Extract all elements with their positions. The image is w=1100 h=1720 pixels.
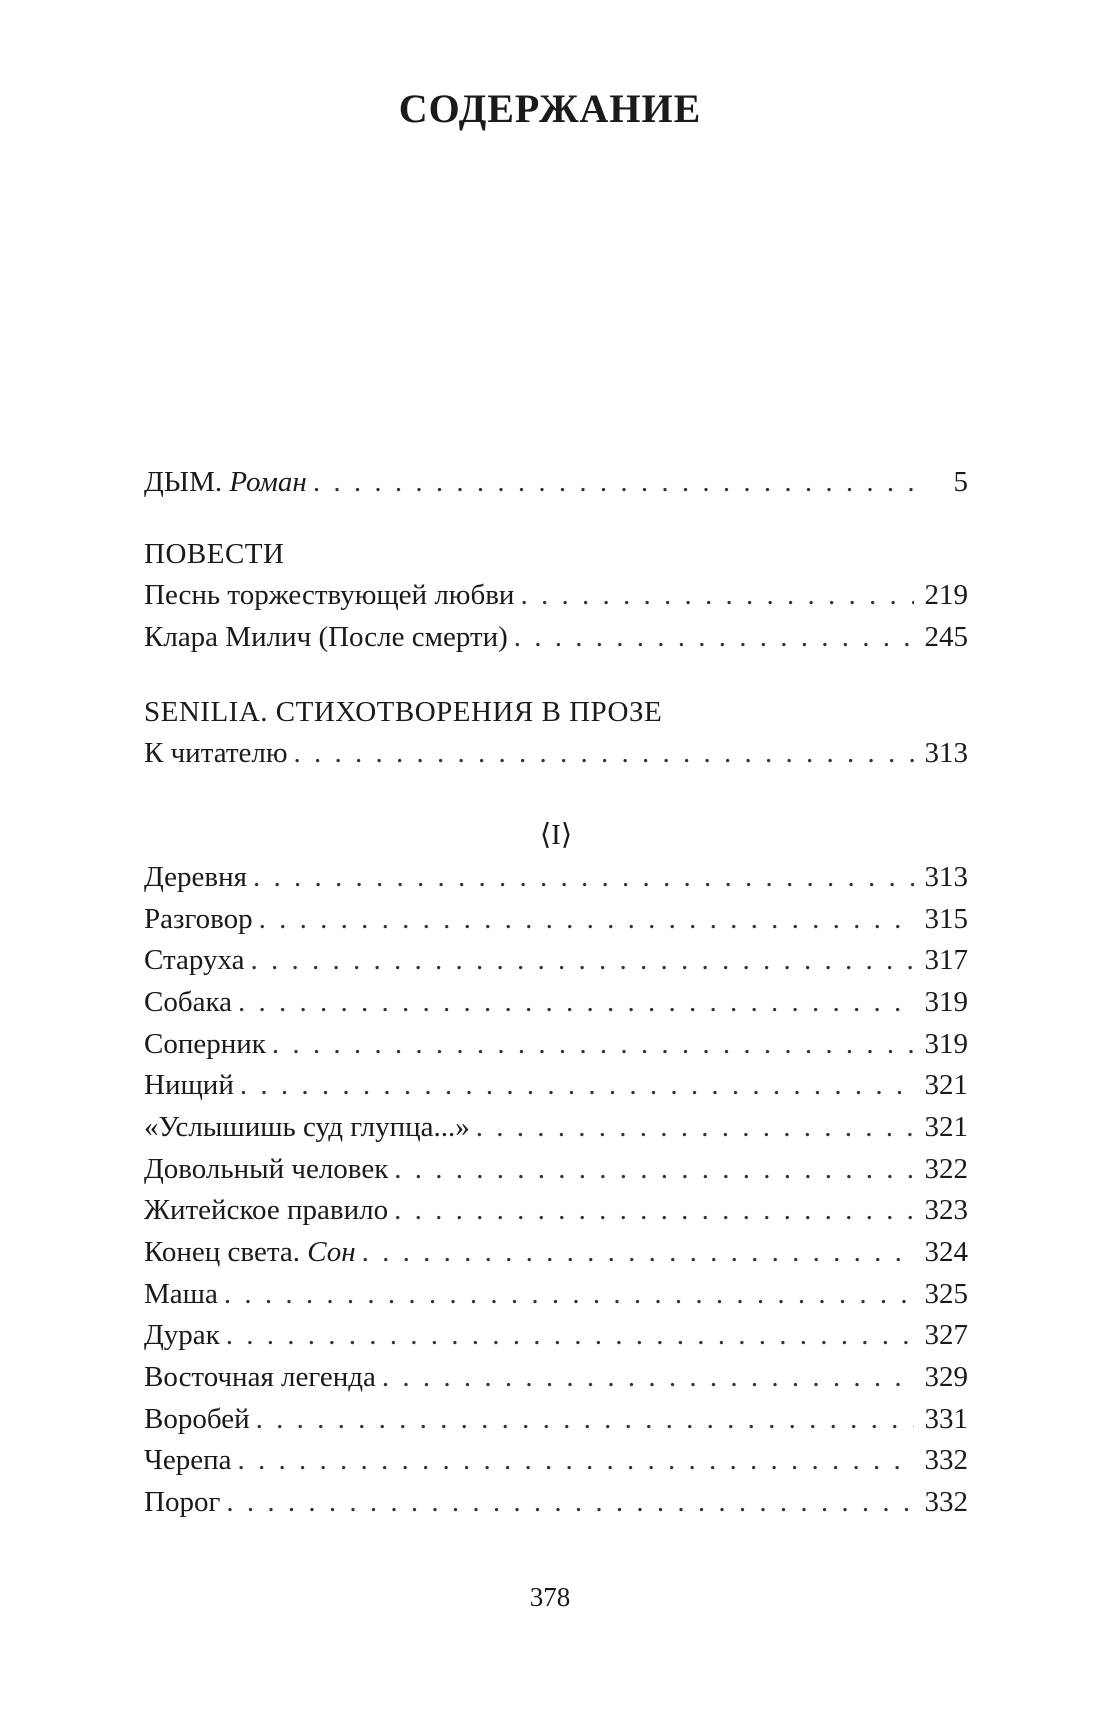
dot-leader: [259, 899, 914, 941]
toc-entry[interactable]: [144, 1315, 968, 1357]
toc-entry-page: 332: [924, 1444, 968, 1477]
toc-entry[interactable]: [144, 857, 968, 899]
toc-entry-title: ДЫМ. Роман: [144, 466, 307, 498]
toc-entry-page: 313: [924, 737, 968, 770]
toc-entry-title: Воробей: [144, 1402, 250, 1435]
toc-entry-page: 315: [924, 902, 968, 935]
section-heading-povesti: ПОВЕСТИ: [144, 537, 285, 570]
dot-leader: [237, 1440, 914, 1482]
section-heading-senilia: SENILIA. СТИХОТВОРЕНИЯ В ПРОЗЕ: [144, 695, 663, 728]
toc-entry[interactable]: [144, 1232, 968, 1274]
toc-entry-page: 331: [924, 1402, 968, 1435]
toc-entry-title: Житейское правило: [144, 1194, 389, 1227]
toc-entry-title: Собака: [144, 985, 232, 1018]
toc-entry-title: Маша: [144, 1277, 218, 1310]
toc-entry-page: 325: [924, 1277, 968, 1310]
toc-entry-page: 329: [924, 1361, 968, 1394]
toc-entry-page: 5: [953, 466, 968, 498]
dot-leader: [238, 982, 914, 1024]
toc-entry[interactable]: [144, 1190, 968, 1232]
toc-entry[interactable]: [144, 899, 968, 941]
toc-entry[interactable]: [144, 940, 968, 982]
toc-entry-page: 321: [924, 1110, 968, 1143]
dot-leader: [394, 1190, 914, 1232]
toc-entry[interactable]: [144, 982, 968, 1024]
toc-entry[interactable]: [144, 1024, 968, 1066]
toc-entry-page: 245: [924, 621, 968, 654]
table-of-contents: [144, 462, 968, 1524]
toc-entry-page: 322: [924, 1152, 968, 1185]
toc-entry-title: «Услышишь суд глупца...»: [144, 1110, 470, 1143]
dot-leader: [224, 1274, 914, 1316]
toc-entry-page: 313: [924, 860, 968, 893]
dot-leader: [520, 575, 914, 617]
toc-entry[interactable]: [144, 1399, 968, 1441]
page-title: СОДЕРЖАНИЕ: [398, 86, 702, 131]
toc-entry[interactable]: [144, 617, 968, 659]
dot-leader: [313, 462, 914, 504]
toc-entry-title: Конец света. Сон: [144, 1236, 356, 1268]
toc-entry-title: Дурак: [144, 1319, 220, 1352]
toc-entry-title: Нищий: [144, 1069, 234, 1102]
dot-leader: [256, 1399, 914, 1441]
toc-entry[interactable]: [144, 1065, 968, 1107]
toc-entry-title: Клара Милич (После смерти): [144, 621, 508, 654]
toc-entry-page: 323: [924, 1194, 968, 1227]
dot-leader: [226, 1315, 914, 1357]
toc-entry-title: Соперник: [144, 1027, 266, 1060]
dot-leader: [514, 617, 914, 659]
toc-entry[interactable]: [144, 1274, 968, 1316]
toc-entry[interactable]: [144, 733, 968, 775]
toc-entry-title: Восточная легенда: [144, 1361, 376, 1394]
toc-entry[interactable]: [144, 1149, 968, 1191]
toc-entry[interactable]: [144, 575, 968, 617]
dot-leader: [253, 857, 914, 899]
page-number: 378: [529, 1582, 571, 1612]
toc-entry[interactable]: [144, 1357, 968, 1399]
dot-leader: [272, 1024, 914, 1066]
toc-entry-page: 332: [924, 1486, 968, 1519]
dot-leader: [294, 733, 914, 775]
toc-entry[interactable]: [144, 1107, 968, 1149]
dot-leader: [394, 1149, 914, 1191]
dot-leader: [250, 940, 914, 982]
toc-entry-title: Черепа: [144, 1444, 232, 1477]
subsection-marker: ⟨I⟩: [539, 819, 573, 852]
toc-entry-page: 319: [924, 985, 968, 1018]
dot-leader: [362, 1232, 914, 1274]
toc-entry-page: 219: [924, 579, 968, 612]
toc-entry-page: 319: [924, 1027, 968, 1060]
toc-entry-page: 321: [924, 1069, 968, 1102]
toc-entry-title: Деревня: [144, 860, 247, 893]
toc-entry-title: Разговор: [144, 902, 253, 935]
toc-entry-title: К читателю: [144, 737, 288, 770]
dot-leader: [476, 1107, 914, 1149]
toc-entry-title: Песнь торжествующей любви: [144, 579, 515, 612]
toc-entry-page: 327: [924, 1319, 968, 1352]
toc-entry[interactable]: [144, 1440, 968, 1482]
toc-entry-dym[interactable]: [144, 462, 968, 504]
toc-entry-page: 324: [924, 1236, 968, 1268]
toc-entry-title: Порог: [144, 1486, 221, 1519]
dot-leader: [382, 1357, 914, 1399]
toc-entry-page: 317: [924, 944, 968, 977]
toc-entry[interactable]: [144, 1482, 968, 1524]
toc-entry-title: Довольный человек: [144, 1152, 389, 1185]
dot-leader: [226, 1482, 914, 1524]
toc-entry-title: Старуха: [144, 944, 245, 977]
dot-leader: [240, 1065, 914, 1107]
